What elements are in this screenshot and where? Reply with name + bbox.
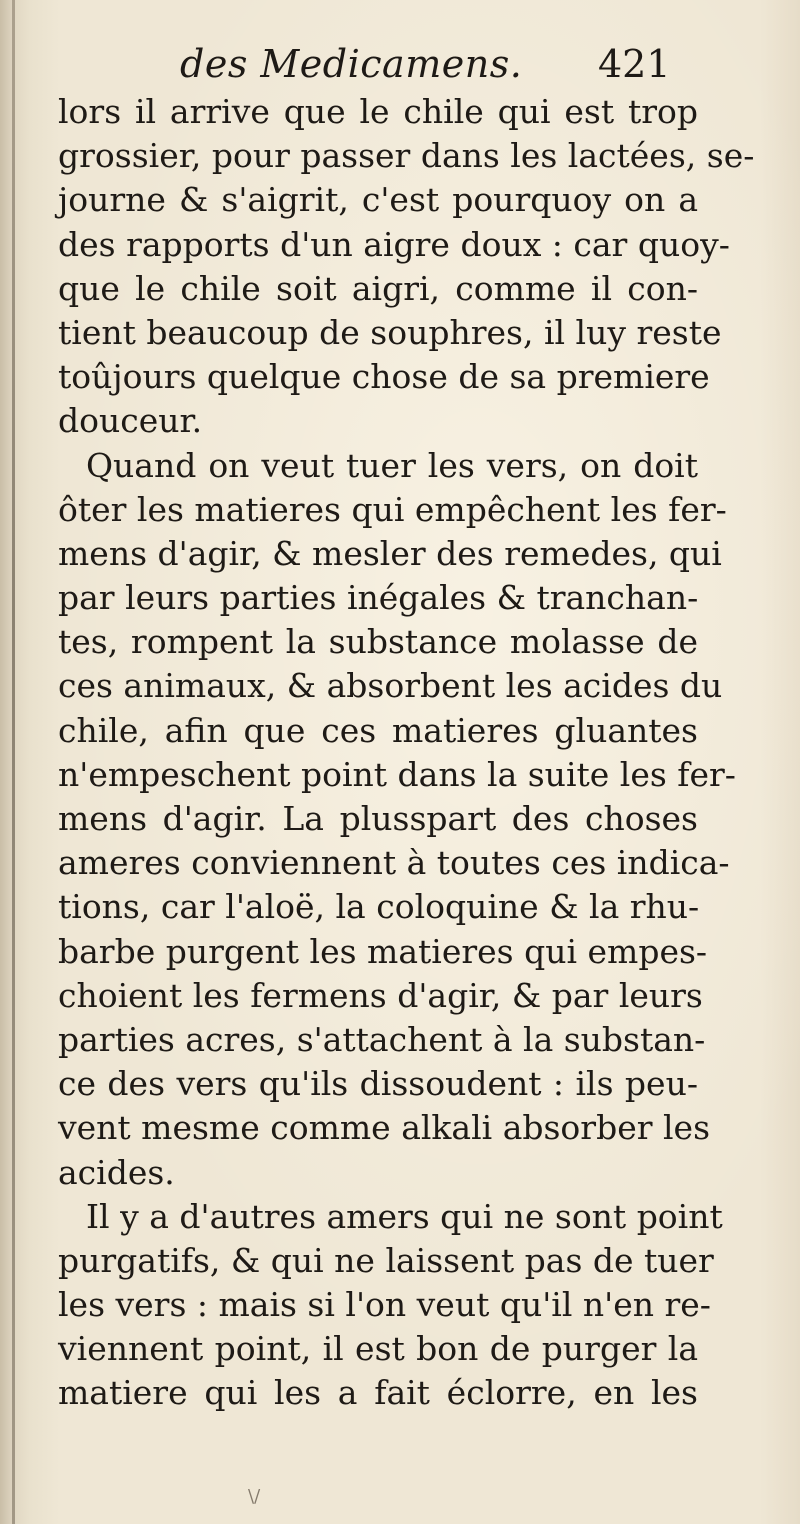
text-line: ôter les matieres qui empêchent les fer- xyxy=(58,489,727,529)
page-number: 421 xyxy=(598,42,671,86)
text-line: barbe purgent les matieres qui empes- xyxy=(58,931,708,971)
text-line: ces animaux, & absorbent les acides du xyxy=(58,666,723,706)
text-line: ameres conviennent à toutes ces indica- xyxy=(58,843,730,883)
text-line: des rapports d'un aigre doux : car quoy- xyxy=(58,224,730,264)
signature-mark: \/ xyxy=(248,1486,261,1507)
text-line: journe & s'aigrit, c'est pourquoy on a xyxy=(58,180,698,220)
text-line: mens d'agir. La plusspart des choses xyxy=(58,799,698,838)
text-line: les vers : mais si l'on veut qu'il n'en re- xyxy=(58,1285,711,1325)
paragraph-start-line: Il y a d'autres amers qui ne sont point xyxy=(86,1196,723,1236)
text-line: lors il arrive que le chile qui est trop xyxy=(58,92,698,131)
text-line: que le chile soit aigri, comme il con- xyxy=(58,268,698,308)
text-line: tions, car l'aloë, la coloquine & la rhu- xyxy=(58,887,700,927)
body-text xyxy=(58,90,755,1416)
page-gutter-shadow xyxy=(0,0,12,1524)
text-line: mens d'agir, & mesler des remedes, qui xyxy=(58,533,722,573)
text-line: matiere qui les a fait éclorre, en les xyxy=(58,1373,698,1413)
text-line: tient beaucoup de souphres, il luy reste xyxy=(58,312,722,352)
running-title: des Medicamens. xyxy=(180,42,523,86)
text-line: grossier, pour passer dans les lactées, se- xyxy=(58,136,755,176)
text-line: parties acres, s'attachent à la substan- xyxy=(58,1019,706,1059)
text-line: viennent point, il est bon de purger la xyxy=(58,1329,698,1369)
text-line: toûjours quelque chose de sa premiere xyxy=(58,357,710,397)
text-line: par leurs parties inégales & tranchan- xyxy=(58,578,699,618)
text-line: douceur. xyxy=(58,401,203,441)
paragraph-start-line: Quand on veut tuer les vers, on doit xyxy=(86,445,698,485)
page-gutter-edge xyxy=(12,0,15,1524)
text-line: tes, rompent la substance molasse de xyxy=(58,622,698,662)
text-line: purgatifs, & qui ne laissent pas de tuer xyxy=(58,1240,714,1280)
text-line: chile, afin que ces matieres gluantes xyxy=(58,710,698,750)
text-line: choient les fermens d'agir, & par leurs xyxy=(58,975,703,1015)
text-line: acides. xyxy=(58,1152,175,1192)
text-line: n'empeschent point dans la suite les fer- xyxy=(58,754,736,794)
text-line: ce des vers qu'ils dissoudent : ils peu- xyxy=(58,1064,698,1104)
text-line: vent mesme comme alkali absorber les xyxy=(58,1108,711,1148)
